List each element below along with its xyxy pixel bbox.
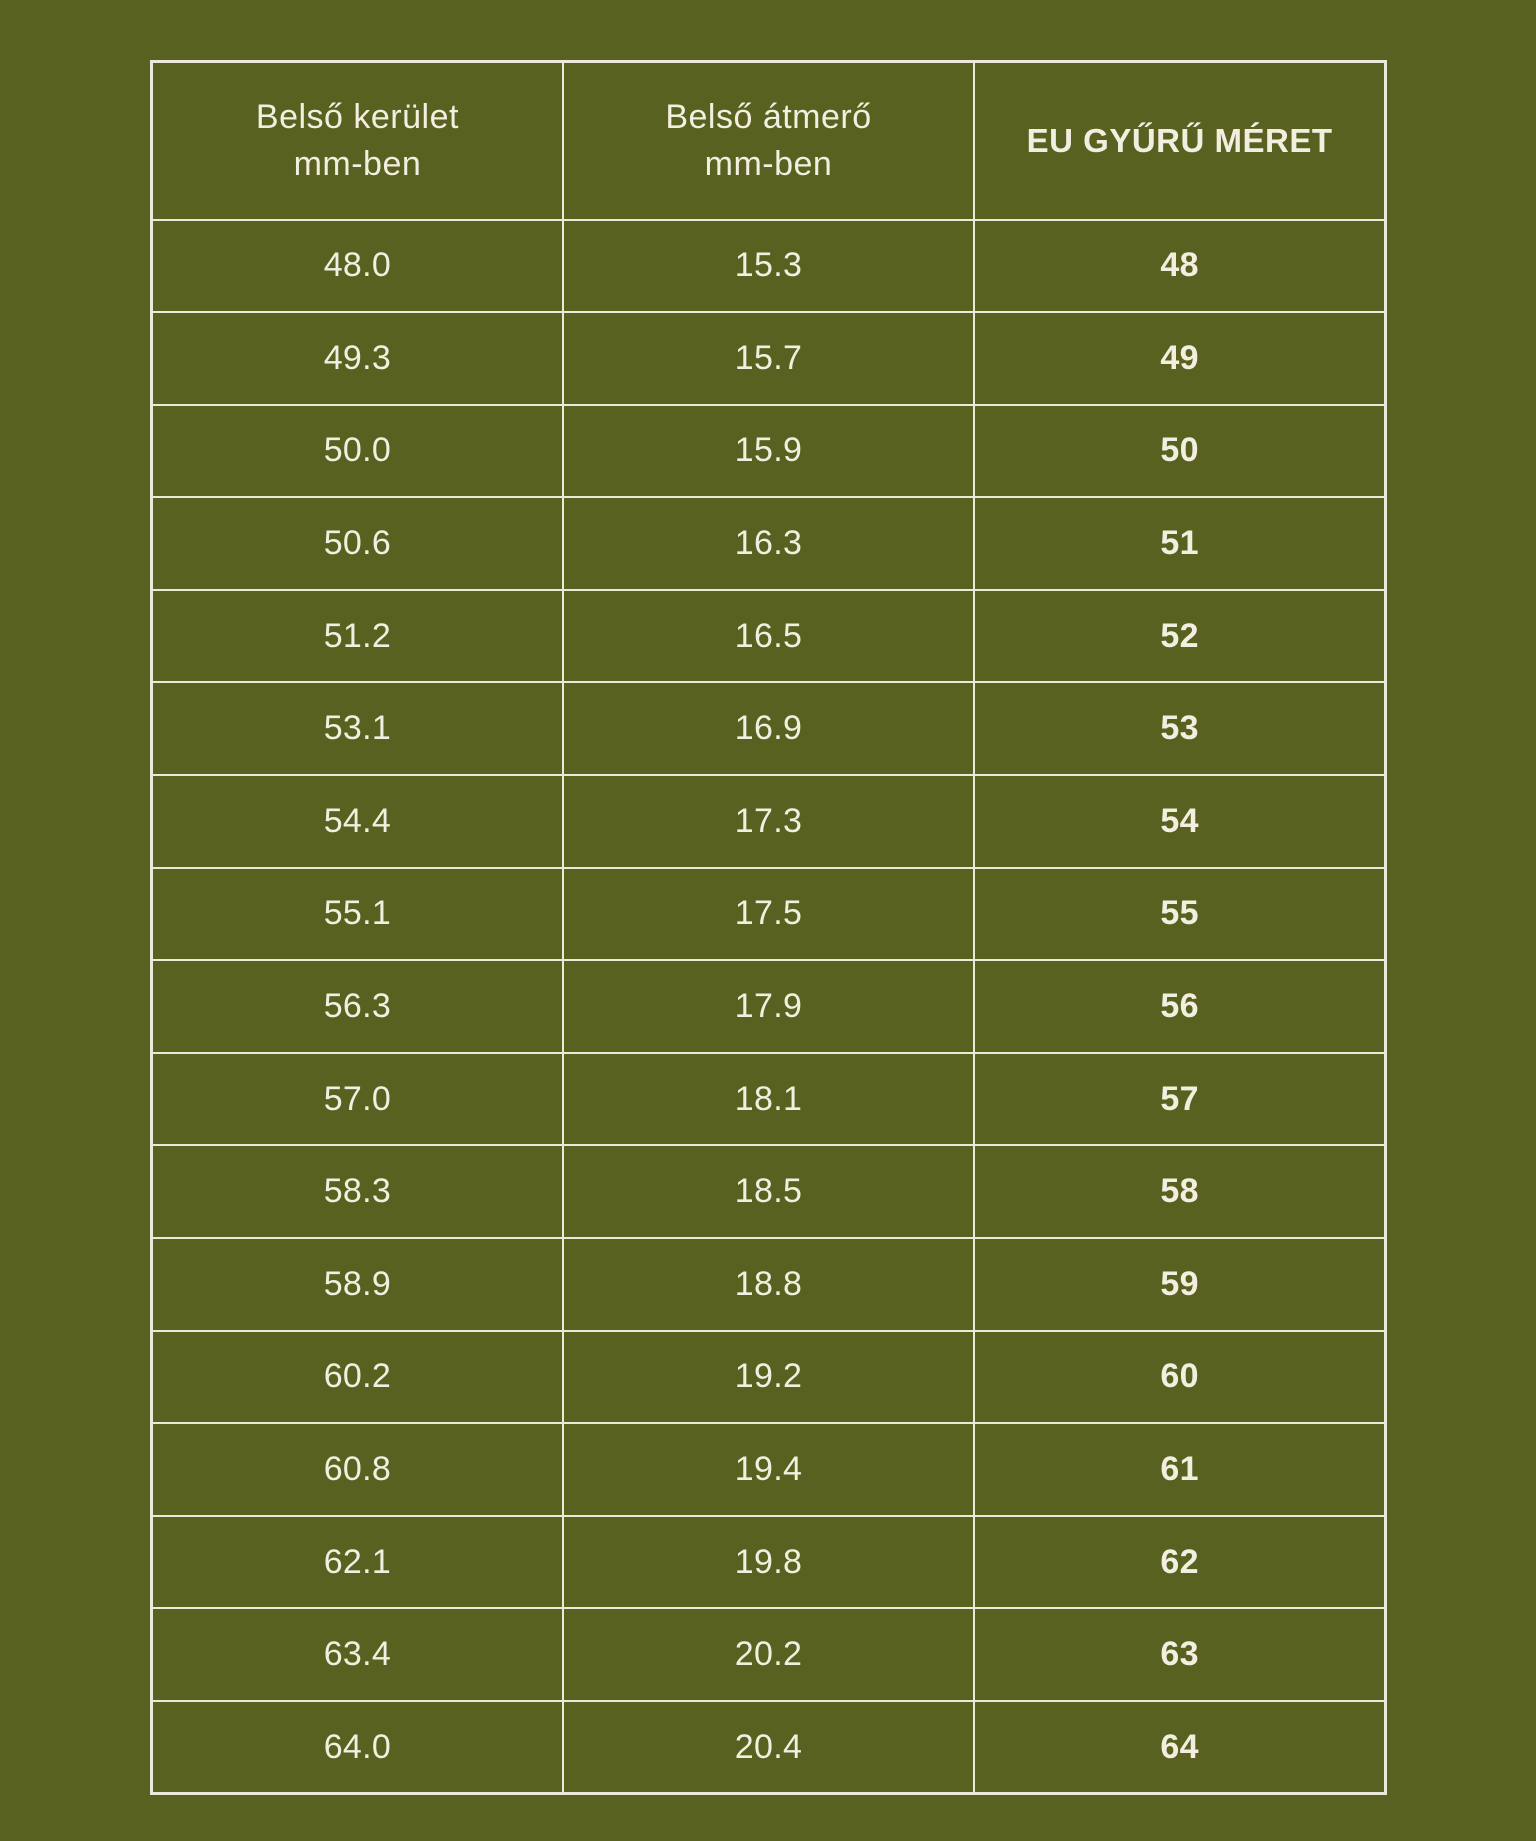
table-row bbox=[152, 590, 1386, 683]
table-row bbox=[152, 1423, 1386, 1516]
inner-circumference-cell: 60.8 bbox=[152, 1423, 563, 1516]
header-row bbox=[152, 62, 1386, 220]
inner-diameter-cell: 17.3 bbox=[563, 775, 974, 868]
table-row bbox=[152, 1701, 1386, 1794]
eu-size-cell: 58 bbox=[974, 1145, 1385, 1238]
inner-circumference-cell: 53.1 bbox=[152, 682, 563, 775]
inner-circumference-cell: 55.1 bbox=[152, 868, 563, 961]
eu-size-cell: 51 bbox=[974, 497, 1385, 590]
inner-circumference-cell: 51.2 bbox=[152, 590, 563, 683]
inner-diameter-cell: 17.5 bbox=[563, 868, 974, 961]
header-eu-ring-size-label: EU GYŰRŰ MÉRET bbox=[1026, 122, 1333, 160]
eu-size-cell: 64 bbox=[974, 1701, 1385, 1794]
eu-size-cell: 56 bbox=[974, 960, 1385, 1053]
header-eu-ring-size bbox=[974, 62, 1385, 220]
inner-circumference-cell: 64.0 bbox=[152, 1701, 563, 1794]
table-row bbox=[152, 960, 1386, 1053]
inner-circumference-cell: 56.3 bbox=[152, 960, 563, 1053]
inner-circumference-cell: 50.6 bbox=[152, 497, 563, 590]
header-inner-circumference-line2: mm-ben bbox=[293, 144, 422, 183]
inner-diameter-cell: 16.3 bbox=[563, 497, 974, 590]
table-row bbox=[152, 405, 1386, 498]
eu-size-cell: 52 bbox=[974, 590, 1385, 683]
eu-size-cell: 50 bbox=[974, 405, 1385, 498]
eu-size-cell: 57 bbox=[974, 1053, 1385, 1146]
table-row bbox=[152, 1145, 1386, 1238]
table-row bbox=[152, 1516, 1386, 1609]
table-row bbox=[152, 1331, 1386, 1424]
table-row bbox=[152, 1608, 1386, 1701]
eu-size-cell: 59 bbox=[974, 1238, 1385, 1331]
inner-diameter-cell: 18.8 bbox=[563, 1238, 974, 1331]
inner-diameter-cell: 16.9 bbox=[563, 682, 974, 775]
inner-diameter-cell: 18.5 bbox=[563, 1145, 974, 1238]
inner-circumference-cell: 50.0 bbox=[152, 405, 563, 498]
inner-circumference-cell: 54.4 bbox=[152, 775, 563, 868]
inner-diameter-cell: 16.5 bbox=[563, 590, 974, 683]
table-row bbox=[152, 1053, 1386, 1146]
inner-diameter-cell: 18.1 bbox=[563, 1053, 974, 1146]
eu-size-cell: 55 bbox=[974, 868, 1385, 961]
header-inner-diameter bbox=[563, 62, 974, 220]
inner-circumference-cell: 62.1 bbox=[152, 1516, 563, 1609]
table-row bbox=[152, 868, 1386, 961]
eu-size-cell: 61 bbox=[974, 1423, 1385, 1516]
inner-circumference-cell: 60.2 bbox=[152, 1331, 563, 1424]
table-body bbox=[152, 220, 1386, 1794]
inner-diameter-cell: 15.7 bbox=[563, 312, 974, 405]
table-row bbox=[152, 312, 1386, 405]
inner-diameter-cell: 19.2 bbox=[563, 1331, 974, 1424]
header-inner-diameter-line2: mm-ben bbox=[704, 144, 833, 183]
inner-diameter-cell: 17.9 bbox=[563, 960, 974, 1053]
eu-size-cell: 60 bbox=[974, 1331, 1385, 1424]
inner-circumference-cell: 58.3 bbox=[152, 1145, 563, 1238]
inner-circumference-cell: 57.0 bbox=[152, 1053, 563, 1146]
eu-size-cell: 63 bbox=[974, 1608, 1385, 1701]
inner-circumference-cell: 58.9 bbox=[152, 1238, 563, 1331]
inner-diameter-cell: 19.4 bbox=[563, 1423, 974, 1516]
inner-diameter-cell: 20.4 bbox=[563, 1701, 974, 1794]
inner-circumference-cell: 48.0 bbox=[152, 220, 563, 313]
table-row bbox=[152, 682, 1386, 775]
table-row bbox=[152, 497, 1386, 590]
table-row bbox=[152, 220, 1386, 313]
ring-size-table bbox=[150, 60, 1387, 1795]
inner-diameter-cell: 20.2 bbox=[563, 1608, 974, 1701]
eu-size-cell: 48 bbox=[974, 220, 1385, 313]
inner-circumference-cell: 49.3 bbox=[152, 312, 563, 405]
table-header bbox=[152, 62, 1386, 220]
table-row bbox=[152, 775, 1386, 868]
inner-circumference-cell: 63.4 bbox=[152, 1608, 563, 1701]
inner-diameter-cell: 15.9 bbox=[563, 405, 974, 498]
eu-size-cell: 54 bbox=[974, 775, 1385, 868]
eu-size-cell: 62 bbox=[974, 1516, 1385, 1609]
eu-size-cell: 53 bbox=[974, 682, 1385, 775]
table-row bbox=[152, 1238, 1386, 1331]
header-inner-circumference bbox=[152, 62, 563, 220]
inner-diameter-cell: 15.3 bbox=[563, 220, 974, 313]
eu-size-cell: 49 bbox=[974, 312, 1385, 405]
inner-diameter-cell: 19.8 bbox=[563, 1516, 974, 1609]
header-inner-circumference-line1: Belső kerület bbox=[255, 97, 459, 136]
header-inner-diameter-line1: Belső átmerő bbox=[665, 97, 872, 136]
